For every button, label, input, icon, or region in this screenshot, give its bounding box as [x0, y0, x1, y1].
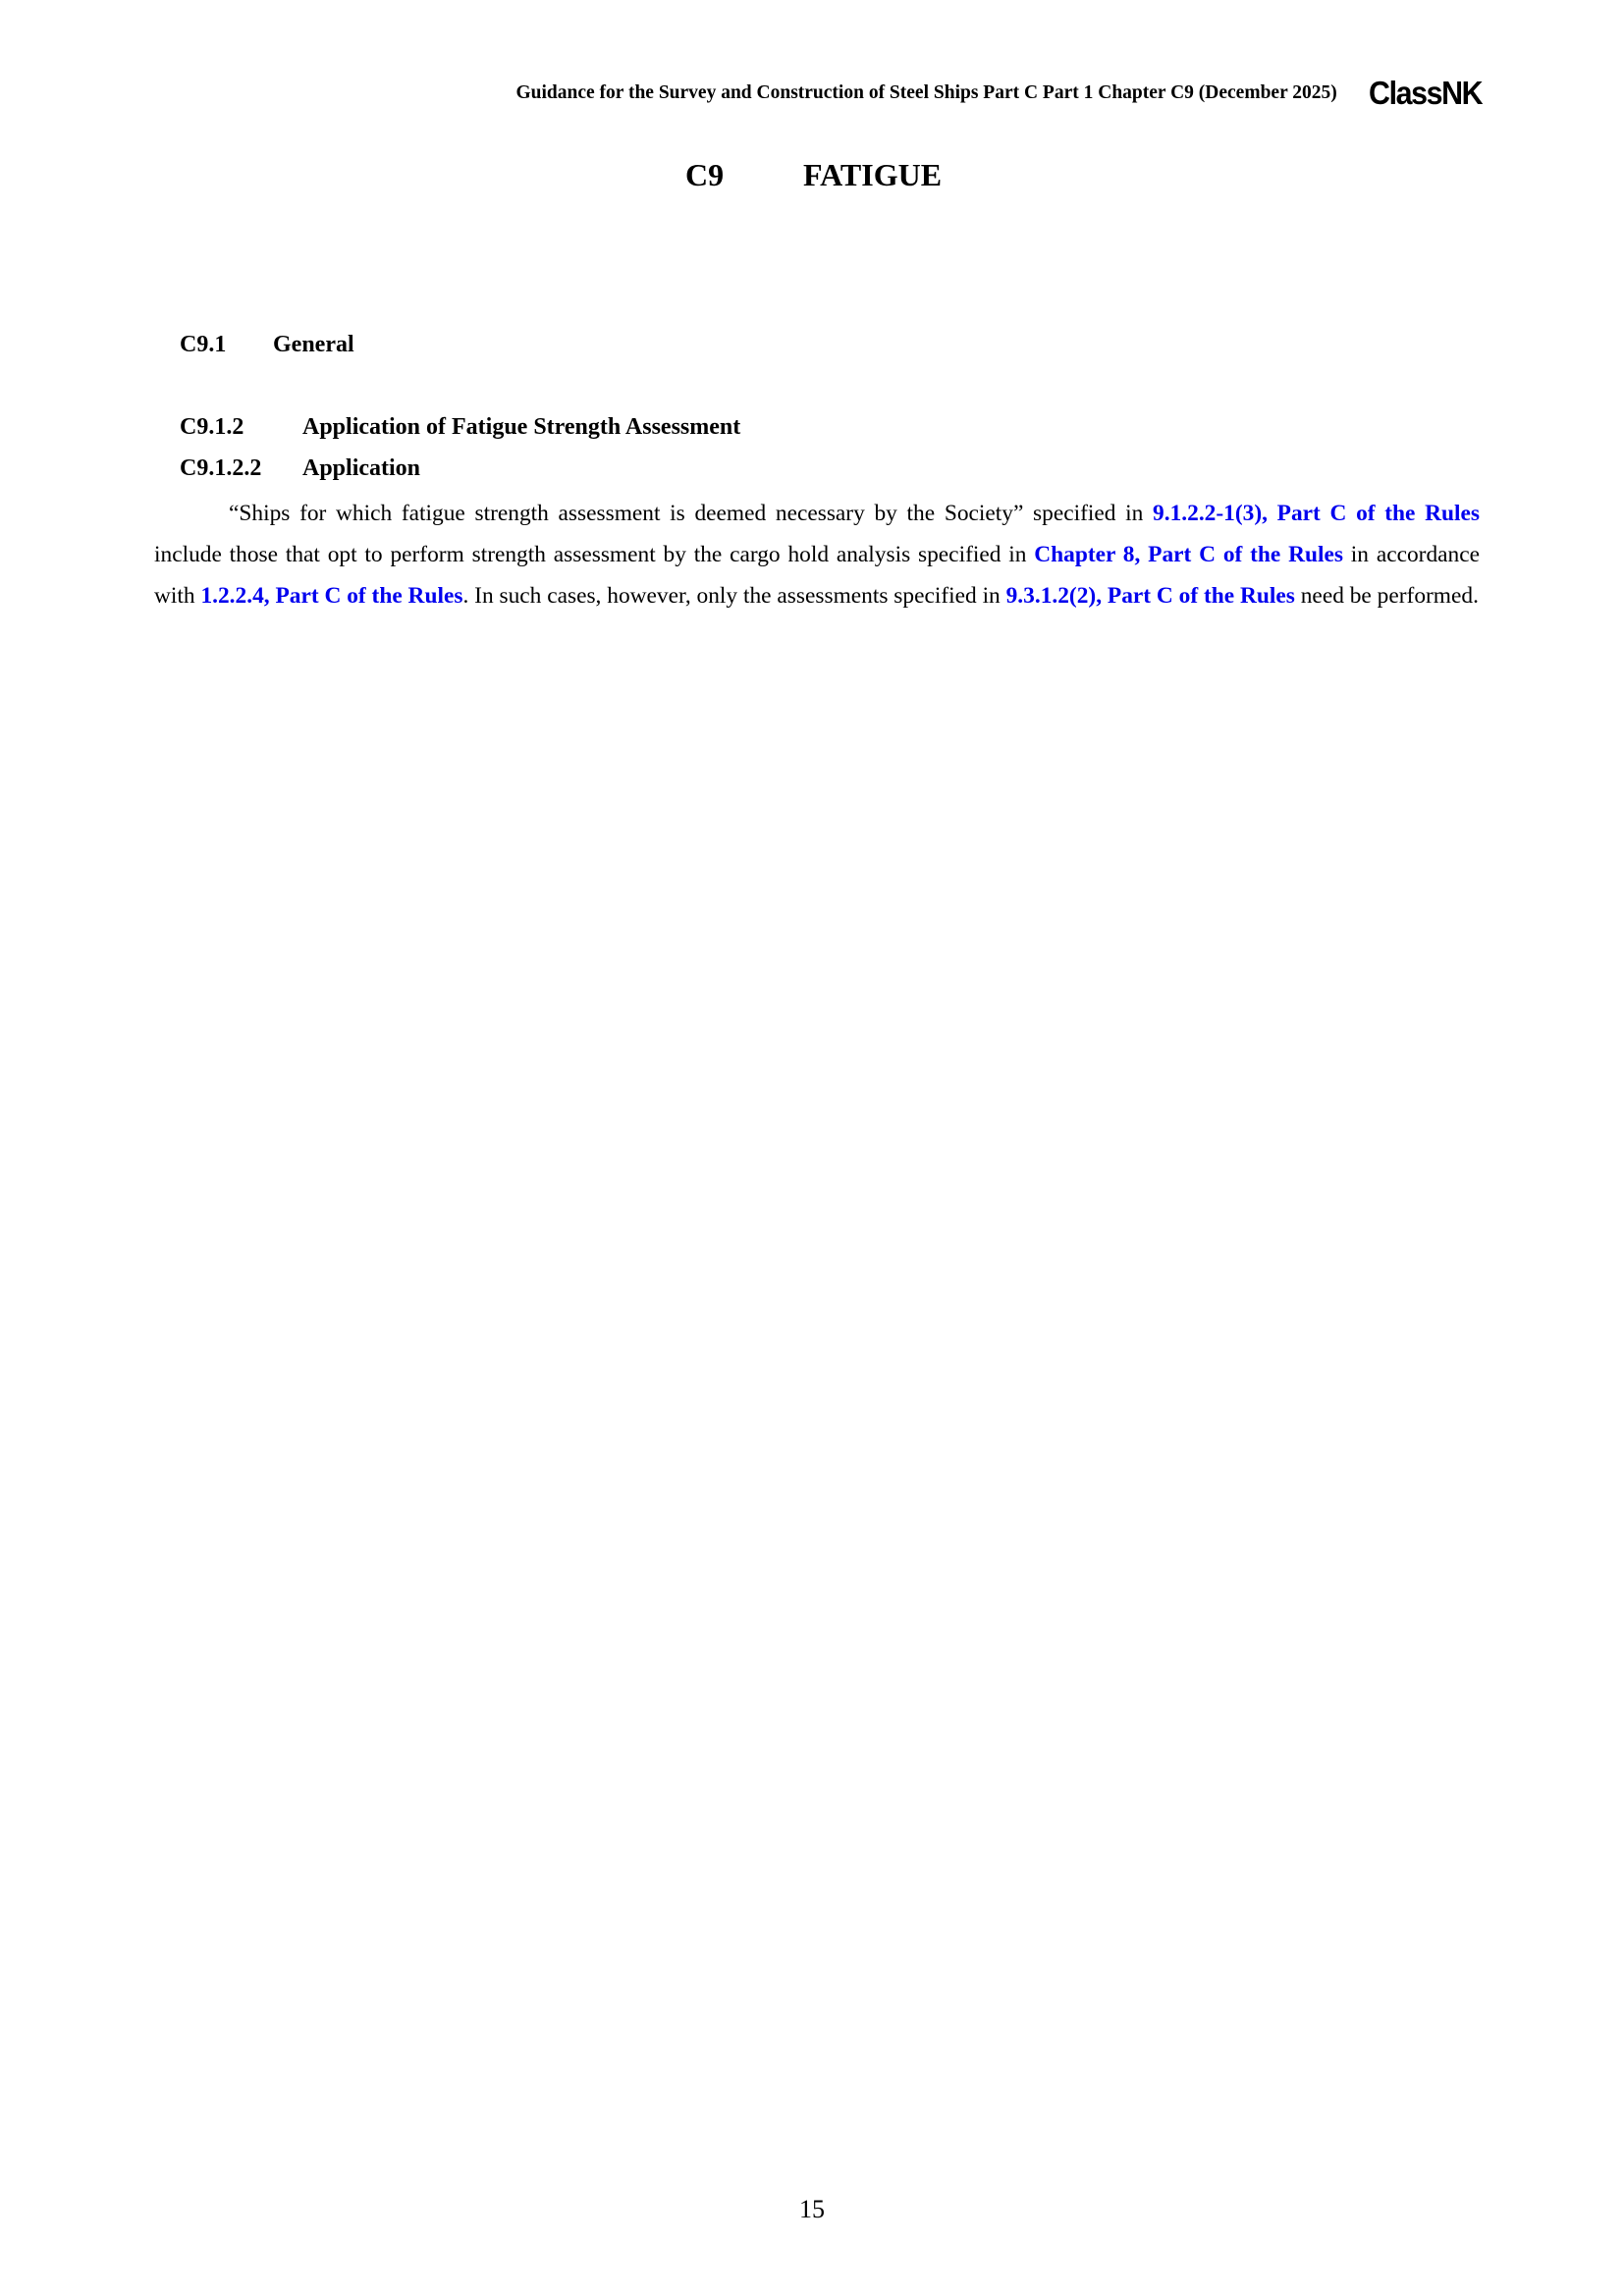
page-header	[515, 77, 1482, 109]
rule-reference-link[interactable]: 9.3.1.2(2), Part C of the Rules	[1005, 583, 1295, 609]
section-heading-c9-1-2	[180, 414, 740, 441]
section-heading-c9-1	[180, 332, 354, 358]
chapter-name: FATIGUE	[803, 157, 943, 192]
page-number: 15	[799, 2195, 825, 2223]
paragraph-text: “Ships for which fatigue strength assessment is deemed necessary by the Society” specified in	[229, 501, 1154, 526]
section-title: General	[273, 332, 354, 357]
section-number: C9.1.2	[180, 414, 244, 440]
paragraph-text: in accordance with	[154, 542, 1480, 609]
paragraph-text: include those that opt to perform strength assessment by the cargo hold analysis specified in	[154, 542, 1035, 567]
paragraph-text: . In such cases, however, only the assessments specified in	[462, 583, 1006, 609]
body-paragraph	[154, 493, 1480, 616]
section-heading-c9-1-2-2	[180, 455, 420, 482]
rule-reference-link[interactable]: 9.1.2.2-1(3), Part C of the Rules	[1153, 501, 1481, 526]
chapter-number: C9	[685, 157, 725, 192]
classnk-logo: ClassNK	[1368, 75, 1482, 111]
section-number: C9.1	[180, 332, 227, 357]
rule-reference-link[interactable]: Chapter 8, Part C of the Rules	[1034, 542, 1343, 567]
chapter-title	[685, 157, 942, 193]
section-title: Application of Fatigue Strength Assessment	[302, 414, 741, 440]
paragraph-text: need be performed.	[1294, 583, 1479, 609]
running-header: Guidance for the Survey and Construction of Steel Ships Part C Part 1 Chapter C9 (December 2025)	[515, 81, 1337, 103]
rule-reference-link[interactable]: 1.2.2.4, Part C of the Rules	[200, 583, 463, 609]
section-number: C9.1.2.2	[180, 455, 262, 481]
section-title: Application	[302, 455, 421, 481]
